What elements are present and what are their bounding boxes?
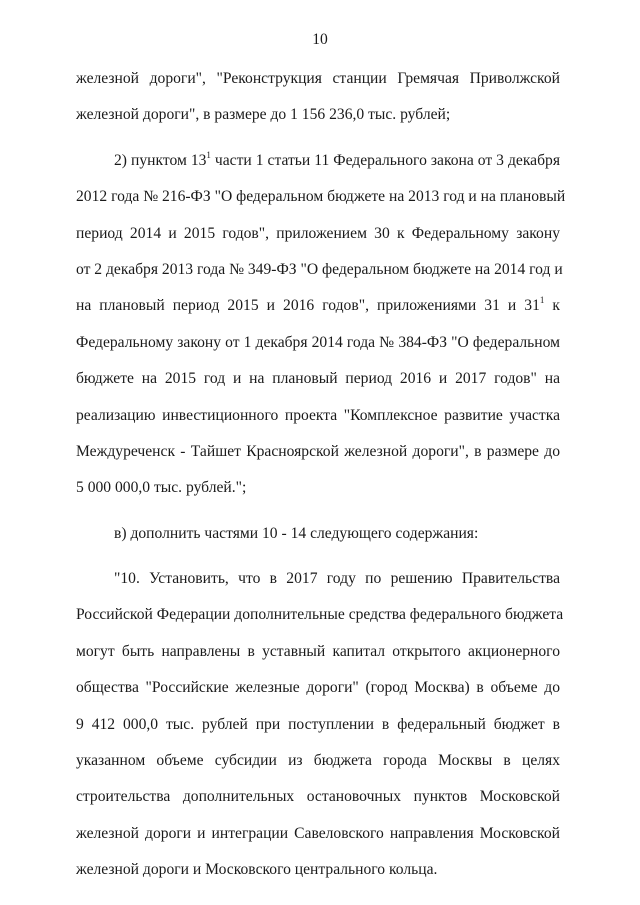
text-line: [76, 477, 560, 513]
text-run: Междуреченск - Тайшет Красноярской железной дороги", в размере до: [76, 442, 560, 460]
text-run: части 1 статьи 11 Федерального закона от 3 декабря: [210, 151, 560, 169]
text-run: в) дополнить частями 10 - 14 следующего содержания:: [114, 524, 479, 542]
superscript: 1: [539, 295, 545, 306]
text-line: [76, 568, 560, 604]
text-line: [76, 186, 566, 222]
text-run: к: [544, 297, 560, 315]
text-line: [76, 677, 560, 713]
text-run: железной дороги и Московского центрального кольца.: [76, 861, 438, 879]
text-line: [76, 859, 560, 895]
page-number: 10: [312, 31, 328, 48]
text-run: период 2014 и 2015 годов", приложением 30 к Федеральному закону: [76, 224, 560, 242]
text-run: указанном объеме субсидии из бюджета города Москвы в целях: [76, 752, 560, 770]
text-line: [76, 641, 560, 677]
text-run: 2012 года № 216-ФЗ "О федеральном бюджете на 2013 год и на плановый: [76, 188, 566, 206]
text-line: [76, 104, 560, 140]
text-run: 2) пунктом 13: [114, 151, 207, 169]
text-line: [76, 223, 560, 259]
text-line: [76, 786, 560, 822]
text-run: на плановый период 2015 и 2016 годов", приложениями 31 и 31: [76, 297, 540, 315]
text-line: [76, 523, 560, 559]
text-run: 9 412 000,0 тыс. рублей при поступлении в федеральный бюджет в: [76, 715, 560, 733]
paragraph-gap: [76, 141, 560, 150]
text-line: [76, 441, 560, 477]
text-line: [76, 604, 564, 640]
text-line: [76, 823, 560, 859]
text-run: Российской Федерации дополнительные средства федерального бюджета: [76, 606, 564, 624]
text-run: 5 000 000,0 тыс. рублей.";: [76, 479, 247, 497]
text-line: [76, 714, 560, 750]
text-run: бюджете на 2015 год и на плановый период 2016 и 2017 годов" на: [76, 370, 560, 388]
text-line: [76, 259, 563, 295]
text-run: строительства дополнительных остановочных пунктов Московской: [76, 788, 560, 806]
text-run: реализацию инвестиционного проекта "Комплексное развитие участка: [76, 406, 560, 424]
superscript: 1: [206, 149, 211, 160]
text-run: "10. Установить, что в 2017 году по решению Правительства: [114, 570, 560, 588]
text-line: [76, 750, 560, 786]
text-line: [76, 68, 560, 104]
text-line: [76, 368, 560, 404]
text-run: Федеральному закону от 1 декабря 2014 года № 384-ФЗ "О федеральном: [76, 333, 560, 351]
paragraph-gap: [76, 514, 560, 523]
text-line: [76, 150, 560, 186]
paragraph-gap: [76, 559, 560, 568]
text-line: [76, 295, 560, 331]
text-run: железной дороги и интеграции Савеловского направления Московской: [76, 824, 560, 842]
text-run: от 2 декабря 2013 года № 349-ФЗ "О федеральном бюджете на 2014 год и: [76, 260, 563, 278]
text-run: могут быть направлены в уставный капитал открытого акционерного: [76, 642, 560, 660]
text-run: железной дороги", в размере до 1 156 236,0 тыс. рублей;: [76, 106, 451, 124]
text-line: [76, 332, 560, 368]
text-line: [76, 405, 560, 441]
text-run: железной дороги", "Реконструкция станции Гремячая Приволжской: [76, 70, 560, 87]
text-run: общества "Российские железные дороги" (город Москва) в объеме до: [76, 679, 560, 697]
body-text: [76, 68, 566, 896]
